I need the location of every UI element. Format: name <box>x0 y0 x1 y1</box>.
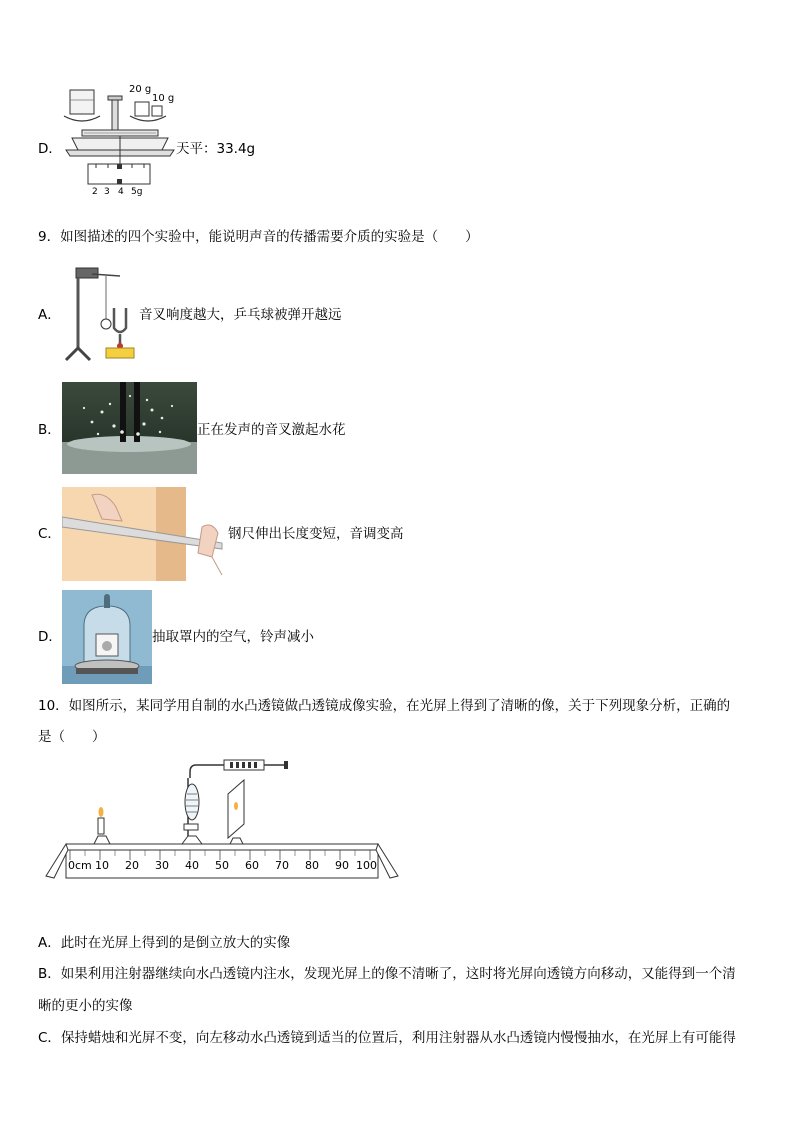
ruler-label-20: 20 <box>125 859 139 872</box>
q10-option-a-text: 此时在光屏上得到的是倒立放大的实像 <box>60 935 291 951</box>
q9-option-c-label: C． <box>38 526 61 542</box>
q10-option-c-label: C． <box>38 1030 61 1046</box>
q9-option-d-text: 抽取罩内的空气，铃声减小 <box>152 629 314 645</box>
q10-option-b-label: B． <box>38 966 61 982</box>
q9-option-d-label: D． <box>38 629 62 645</box>
q9-option-c-text: 钢尺伸出长度变短，音调变高 <box>228 526 404 542</box>
scale-tick-2: 2 <box>92 187 98 197</box>
bell-jar-figure <box>62 590 152 684</box>
q10-option-b-text: 如果利用注射器继续向水凸透镜内注水，发现光屏上的像不清晰了，这时将光屏向透镜方向移动，又能得到一个清 <box>60 966 736 982</box>
ruler-label-30: 30 <box>155 859 169 872</box>
ruler-label-10: 10 <box>95 859 109 872</box>
q10-option-c-text: 保持蜡烛和光屏不变，向左移动水凸透镜到适当的位置后，利用注射器从水凸透镜内慢慢抽水，在光屏上有可能得 <box>60 1030 736 1046</box>
tuning-fork-water-photo <box>62 382 197 474</box>
q10-option-c <box>38 1028 736 1048</box>
q10-option-a-label: A． <box>38 935 61 951</box>
q10-option-a <box>38 933 290 953</box>
ruler-label-0cm: 0cm <box>68 859 92 872</box>
ruler-label-90: 90 <box>335 859 349 872</box>
scale-tick-3: 3 <box>104 187 110 197</box>
q10-option-b-continued: 晰的更小的实像 <box>38 998 133 1014</box>
q9-option-b-label: B． <box>38 422 61 438</box>
q8-option-d-label: D． <box>38 141 62 157</box>
q8-option-d-caption: 天平：33.4g <box>176 141 256 157</box>
q9-option-a-text: 音叉响度越大，乒乓球被弹开越远 <box>139 307 342 323</box>
scale-tick-5g: 5g <box>131 187 143 197</box>
ruler-label-70: 70 <box>275 859 289 872</box>
scale-tick-4: 4 <box>118 187 124 197</box>
tuning-fork-pingpong-figure <box>62 264 140 368</box>
steel-ruler-figure <box>62 487 228 581</box>
ruler-label-40: 40 <box>185 859 199 872</box>
q10-stem-line1: 10．如图所示，某同学用自制的水凸透镜做凸透镜成像实验，在光屏上得到了清晰的像，关于下列现象分析，正确的 <box>38 698 731 714</box>
ruler-label-100: 100 <box>356 859 377 872</box>
q9-option-a-label: A． <box>38 307 61 323</box>
q9-option-b-text: 正在发声的音叉激起水花 <box>197 422 346 438</box>
ruler-label-80: 80 <box>305 859 319 872</box>
weight-label-20g: 20 g <box>129 84 152 95</box>
weight-label-10g: 10 g <box>152 93 175 104</box>
ruler-label-50: 50 <box>215 859 229 872</box>
q9-stem: 9．如图描述的四个实验中，能说明声音的传播需要介质的实验是（ ） <box>38 229 479 245</box>
ruler-label-60: 60 <box>245 859 259 872</box>
q10-stem-line2: 是（ ） <box>38 729 106 745</box>
q10-option-b <box>38 964 736 984</box>
